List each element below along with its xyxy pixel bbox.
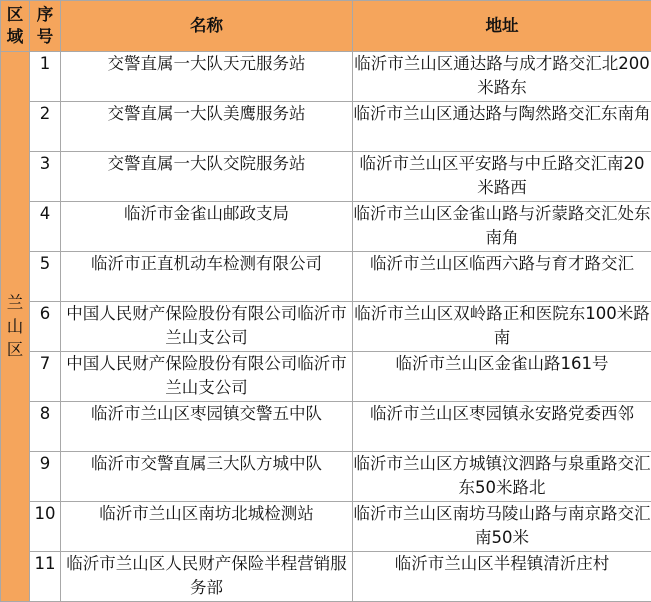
row-number: 1 [30, 52, 61, 102]
row-number: 9 [30, 452, 61, 502]
table-row [1, 552, 651, 602]
table-row [1, 402, 651, 452]
row-name: 交警直属一大队交院服务站 [61, 152, 353, 202]
row-number: 10 [30, 502, 61, 552]
row-address: 临沂市兰山区半程镇清沂庄村 [353, 552, 651, 602]
row-number: 2 [30, 102, 61, 152]
row-name: 中国人民财产保险股份有限公司临沂市兰山支公司 [61, 302, 353, 352]
row-address: 临沂市兰山区平安路与中丘路交汇南20米路西 [353, 152, 651, 202]
table-row [1, 252, 651, 302]
table-row [1, 352, 651, 402]
row-address: 临沂市兰山区枣园镇永安路党委西邻 [353, 402, 651, 452]
row-name: 临沂市正直机动车检测有限公司 [61, 252, 353, 302]
row-name: 交警直属一大队美鹰服务站 [61, 102, 353, 152]
row-address: 临沂市兰山区通达路与成才路交汇北200米路东 [353, 52, 651, 102]
district-cell: 兰山区 [1, 52, 30, 602]
row-address: 临沂市兰山区临西六路与育才路交汇 [353, 252, 651, 302]
row-address: 临沂市兰山区金雀山路与沂蒙路交汇处东南角 [353, 202, 651, 252]
row-name: 临沂市兰山区南坊北城检测站 [61, 502, 353, 552]
row-name: 临沂市兰山区枣园镇交警五中队 [61, 402, 353, 452]
row-number: 6 [30, 302, 61, 352]
row-address: 临沂市兰山区通达路与陶然路交汇东南角 [353, 102, 651, 152]
table-row [1, 152, 651, 202]
row-number: 4 [30, 202, 61, 252]
row-name: 交警直属一大队天元服务站 [61, 52, 353, 102]
header-row [1, 1, 651, 52]
row-address: 临沂市兰山区方城镇汶泗路与泉重路交汇东50米路北 [353, 452, 651, 502]
row-number: 11 [30, 552, 61, 602]
row-name: 中国人民财产保险股份有限公司临沂市兰山支公司 [61, 352, 353, 402]
row-address: 临沂市兰山区双岭路正和医院东100米路南 [353, 302, 651, 352]
table-row [1, 202, 651, 252]
table-row [1, 502, 651, 552]
table-row [1, 452, 651, 502]
table-row [1, 52, 651, 102]
row-name: 临沂市兰山区人民财产保险半程营销服务部 [61, 552, 353, 602]
row-number: 7 [30, 352, 61, 402]
table-row [1, 302, 651, 352]
row-name: 临沂市交警直属三大队方城中队 [61, 452, 353, 502]
header-address: 地址 [353, 1, 651, 52]
row-address: 临沂市兰山区金雀山路161号 [353, 352, 651, 402]
header-district: 区域 [1, 1, 30, 52]
table-row [1, 102, 651, 152]
header-name: 名称 [61, 1, 353, 52]
row-number: 8 [30, 402, 61, 452]
row-number: 3 [30, 152, 61, 202]
row-number: 5 [30, 252, 61, 302]
row-name: 临沂市金雀山邮政支局 [61, 202, 353, 252]
row-address: 临沂市兰山区南坊马陵山路与南京路交汇南50米 [353, 502, 651, 552]
header-number: 序号 [30, 1, 61, 52]
